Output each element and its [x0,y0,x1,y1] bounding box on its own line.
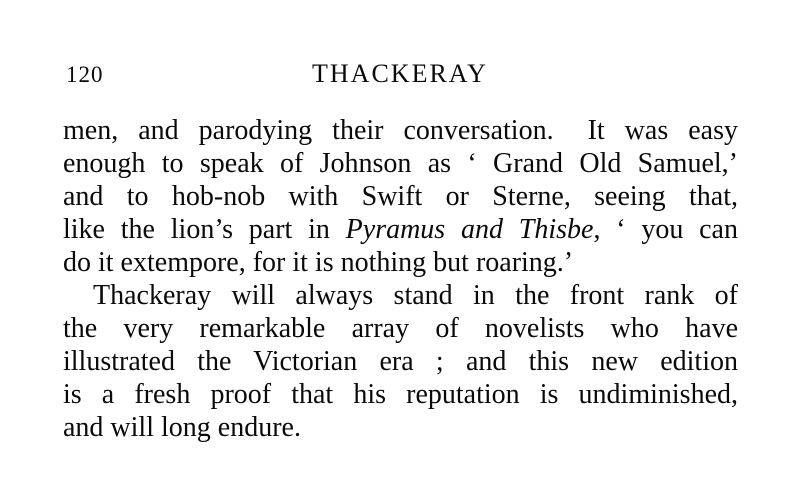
text-line: men, and parodying their conversation. It was easy [63,115,738,146]
text-line: enough to speak of Johnson as ‘ Grand Old Samuel,’ [63,148,738,179]
italic-book-title: Pyramus and Thisbe [345,214,594,245]
text-line: and to hob-nob with Swift or Sterne, seeing that, [63,181,738,212]
text-line: and will long endure. [63,412,301,443]
text-segment: like the lion’s part in [63,214,346,245]
paragraph-1 [63,114,738,279]
page-body-text [63,114,738,444]
text-line: do it extempore, for it is nothing but roaring.’ [63,247,574,278]
text-line: is a fresh proof that his reputation is undiminished, [63,379,738,410]
text-segment: , ‘ you can [593,214,738,245]
text-line: Thackeray will always stand in the front rank of [93,280,738,311]
page-header [0,60,800,88]
running-head-title: THACKERAY [312,59,488,88]
text-line [63,213,738,246]
page-number: 120 [66,62,104,87]
text-line: the very remarkable array of novelists who have [63,313,738,344]
paragraph-2 [63,279,738,444]
text-line: illustrated the Victorian era ; and this new edition [63,346,738,377]
